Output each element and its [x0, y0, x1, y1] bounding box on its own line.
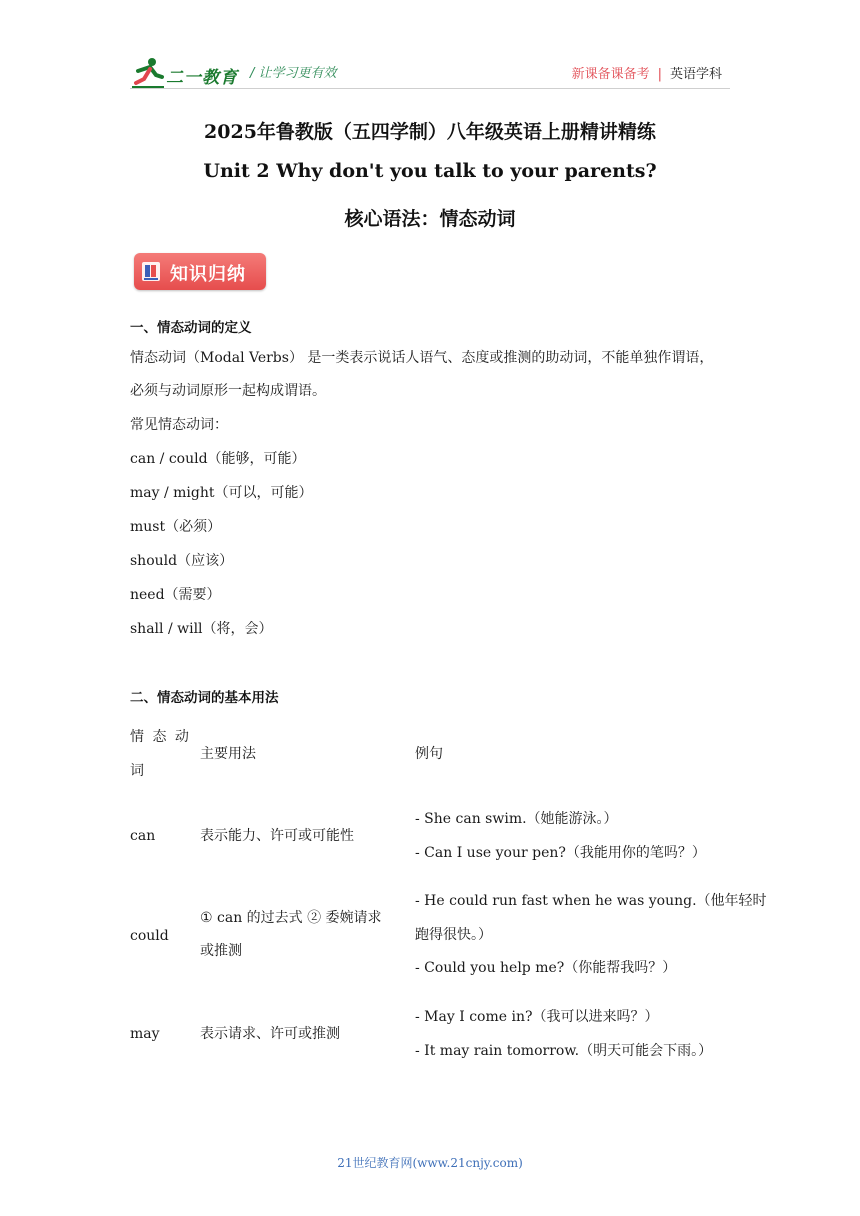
table-cell-verb: can	[130, 828, 156, 844]
header-divider	[130, 88, 730, 89]
table-cell-verb: may	[130, 1026, 160, 1042]
table-cell-usage: 表示能力、许可或可能性	[200, 828, 354, 844]
unit-title: Unit 2 Why don't you talk to your parents?	[203, 160, 657, 182]
table-header-example: 例句	[415, 746, 443, 762]
list-item: can / could（能够，可能）	[130, 451, 306, 467]
knowledge-summary-badge	[134, 253, 266, 290]
logo-text: 二一教育	[166, 68, 238, 88]
table-cell-example: - She can swim.（她能游泳。）	[415, 811, 618, 827]
table-cell-usage: 或推测	[200, 943, 242, 959]
badge-label: 知识归纳	[170, 264, 246, 285]
list-item: need（需要）	[130, 587, 221, 603]
list-item: may / might（可以，可能）	[130, 485, 313, 501]
table-cell-verb: could	[130, 928, 169, 944]
page-footer: 21世纪教育网(www.21cnjy.com)	[337, 1156, 523, 1170]
table-cell-example: - He could run fast when he was young.（他年轻时	[415, 893, 767, 909]
book-icon	[140, 259, 162, 283]
page-header	[130, 55, 730, 91]
list-item: should（应该）	[130, 553, 234, 569]
table-cell-example: - May I come in?（我可以进来吗？）	[415, 1009, 659, 1025]
table-cell-example: - Could you help me?（你能帮我吗？）	[415, 960, 677, 976]
table-cell-example: - Can I use your pen?（我能用你的笔吗？）	[415, 845, 706, 861]
table-cell-example: - It may rain tomorrow.（明天可能会下雨。）	[415, 1043, 713, 1059]
table-cell-example: 跑得很快。）	[415, 927, 492, 943]
header-right	[572, 63, 722, 82]
table-header-usage: 主要用法	[200, 746, 256, 762]
header-separator: |	[657, 67, 662, 82]
grammar-title: 核心语法：情态动词	[344, 208, 516, 230]
header-tag-subject: 英语学科	[669, 67, 722, 82]
list-item: must（必须）	[130, 519, 222, 535]
runner-logo-icon	[130, 57, 166, 89]
definition-line-2: 必须与动词原形一起构成谓语。	[130, 383, 326, 399]
table-cell-usage: 表示请求、许可或推测	[200, 1026, 340, 1042]
section-heading-usage: 二、情态动词的基本用法	[130, 690, 279, 706]
table-header-verb-cont: 词	[130, 763, 144, 779]
table-header-verb: 情 态 动	[130, 729, 191, 745]
doc-title: 2025年鲁教版（五四学制）八年级英语上册精讲精练	[204, 121, 656, 143]
list-item: shall / will（将，会）	[130, 621, 273, 637]
section-heading-definition: 一、情态动词的定义	[130, 320, 252, 336]
common-verbs-label: 常见情态动词：	[130, 417, 228, 433]
header-tag-course: 新课备课备考	[571, 67, 650, 82]
logo	[130, 57, 240, 89]
table-cell-usage: ① can 的过去式 ② 委婉请求	[200, 910, 382, 926]
slogan: / 让学习更有效	[250, 66, 337, 81]
definition-line-1: 情态动词（Modal Verbs） 是一类表示说话人语气、态度或推测的助动词，不能单独作谓语，	[130, 350, 714, 366]
